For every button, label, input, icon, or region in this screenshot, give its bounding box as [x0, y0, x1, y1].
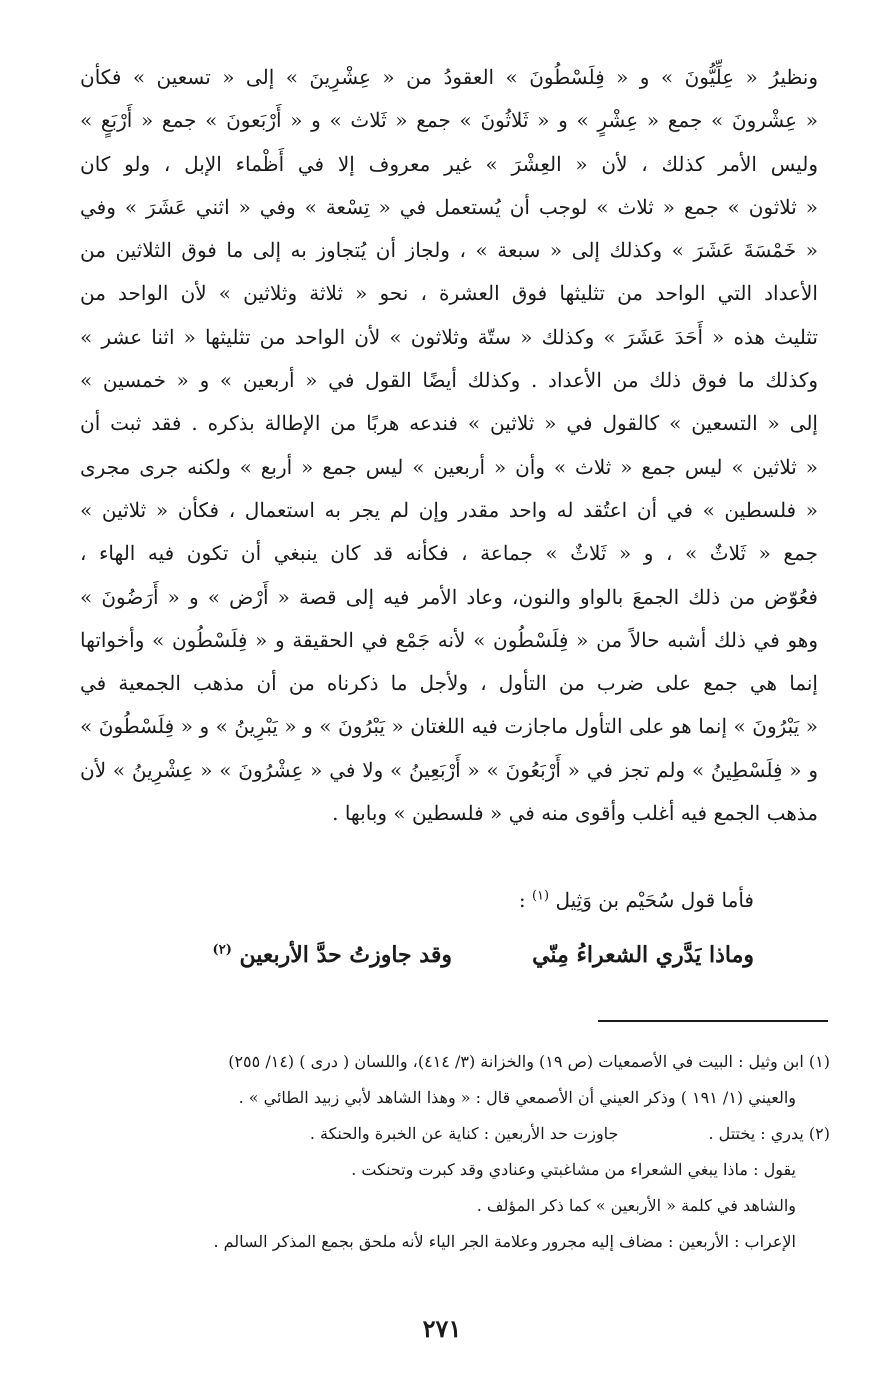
text-line: « ثلاثون » جمع « ثلاث » لوجب أن يُستعمل في « تِسْعة » وفي « اثني عَشَرَ » وفي [80, 194, 818, 219]
footnote-term: (٢) يدري : يختتل . [708, 1124, 830, 1143]
footnote-line-pair [70, 1116, 830, 1152]
text-line: وليس الأمر كذلك ، لأن « العِشْرَ » غير معروف إلا في أَظْماء الإبل ، ولو كان [80, 151, 818, 176]
text-line: جمع « ثَلاثٌ » ، و « ثَلاثٌ » جماعة ، فكأنه قد كان ينبغي أن تكون فيه الهاء ، [80, 541, 818, 566]
text-line: وكذلك ما فوق ذلك من الأعداد . وكذلك أيضًا القول في « أربعين » و « خمسين » [80, 368, 818, 393]
footnote-divider [598, 1020, 828, 1022]
text-line: تثليث هذه « أَحَدَ عَشَرَ » وكذلك « ستّة وثلاثون » لأن الواحد من تثليثها « اثنا عشر » [80, 324, 818, 349]
verse-second-hemistich-wrapper [213, 942, 452, 968]
text-line: « خَمْسَةَ عَشَرَ » وكذلك إلى « سبعة » ، ولجاز أن يُتجاوز به إلى ما فوق الثلاثين من [80, 238, 818, 263]
text-line: ونظيرُ « عِلِّيُّونَ » و « فِلَسْطُونَ » العقودُ من « عِشْرِينَ » إلى « تسعين » فكأن [80, 65, 818, 89]
verse-first-hemistich: وماذا يَدَّري الشعراءُ مِنّي [532, 942, 754, 968]
main-text-block [80, 56, 818, 835]
text-line: إنما هي جمع على ضرب من التأول ، ولأجل ما ذكرناه من أن مذهب الجمعية في [80, 671, 818, 696]
text-line: « عِشْرونَ » جمع « عِشْرٍ » و « ثَلاثُونَ » جمع « ثَلاث » و « أَرْبَعونَ » جمع « أَرْبَعٍ » [80, 108, 818, 133]
footnote-line: الإعراب : الأربعين : مضاف إليه مجرور وعلامة الجر الياء لأنه ملحق بجمع المذكر السالم . [213, 1232, 796, 1251]
text-line: فعُوّض من ذلك الجمعَ بالواو والنون، وعاد الأمر فيه إلى قصة « أَرْض » و « أَرَضُونَ » [80, 584, 818, 609]
verse-intro-text: فأما قول سُحَيْم بن وَثِيل [555, 888, 754, 912]
footnote-line: (١) ابن وثيل : البيت في الأصمعيات (ص ١٩) والخزانة (٣/ ٤١٤)، واللسان ( درى ) (١٤/ ٢٥٥) [228, 1052, 830, 1071]
verse-intro-colon: : [518, 888, 526, 912]
footnote-line: يقول : ماذا يبغي الشعراء من مشاغبتي وعنادي وقد كبرت وتحنكت . [351, 1160, 796, 1179]
footnote-line: والعيني (١/ ١٩١ ) وذكر العيني أن الأصمعي قال : « وهذا الشاهد لأبي زبيد الطائي » . [238, 1088, 796, 1107]
text-line: « ثلاثين » ليس جمع « ثلاث » وأن « أربعين » ليس جمع « أربع » ولكنه جرى مجرى [80, 454, 818, 479]
text-line: الأعداد التي الواحد من تثليثها فوق العشرة ، نحو « ثلاثة وثلاثين » لأن الواحد من [80, 281, 818, 306]
text-line: « فلسطين » في أن اعتُقد له واحد مقدر وإن لم يجر به استعمال ، فكأن « ثلاثين » [80, 497, 818, 522]
text-line: « يَبْرُونَ » إنما هو على التأول ماجازت فيه اللغتان « يَبْرُونَ » و « يَبْرِينُ » و « فِلَسْطُونَ » [80, 714, 818, 739]
text-line: مذهب الجمع فيه أغلب وأقوى منه في « فلسطين » وبابها . [332, 801, 818, 826]
footnote-ref-2: (٢) [212, 942, 232, 958]
text-line: و « فِلَسْطِينُ » ولم تجز في « أَرْبَعُونَ » « أَرْبَعِينُ » ولا في « عِشْرُونَ » « عِشْرِينُ » لأن [80, 757, 818, 782]
footnotes [70, 1044, 830, 1260]
text-line: وهو في ذلك أشبه حالاً من « فِلَسْطُون » لأنه جَمْع في الحقيقة و « فِلَسْطُون » وأخواتها [80, 627, 818, 652]
page-number: ٢٧١ [422, 1314, 462, 1343]
footnote-line: والشاهد في كلمة « الأربعين » كما ذكر المؤلف . [476, 1196, 796, 1215]
footnote-term: جاوزت حد الأربعين : كناية عن الخبرة والحنكة . [309, 1124, 619, 1143]
footnote-ref-1: (١) [531, 888, 550, 904]
text-line: إلى « التسعين » كالقول في « ثلاثين » فندعه هربًا من الإطالة بذكره . فقد ثبت أن [80, 411, 818, 436]
verse-intro [519, 888, 754, 912]
verse-second-hemistich: وقد جاوزتُ حدَّ الأربعين [239, 942, 452, 968]
